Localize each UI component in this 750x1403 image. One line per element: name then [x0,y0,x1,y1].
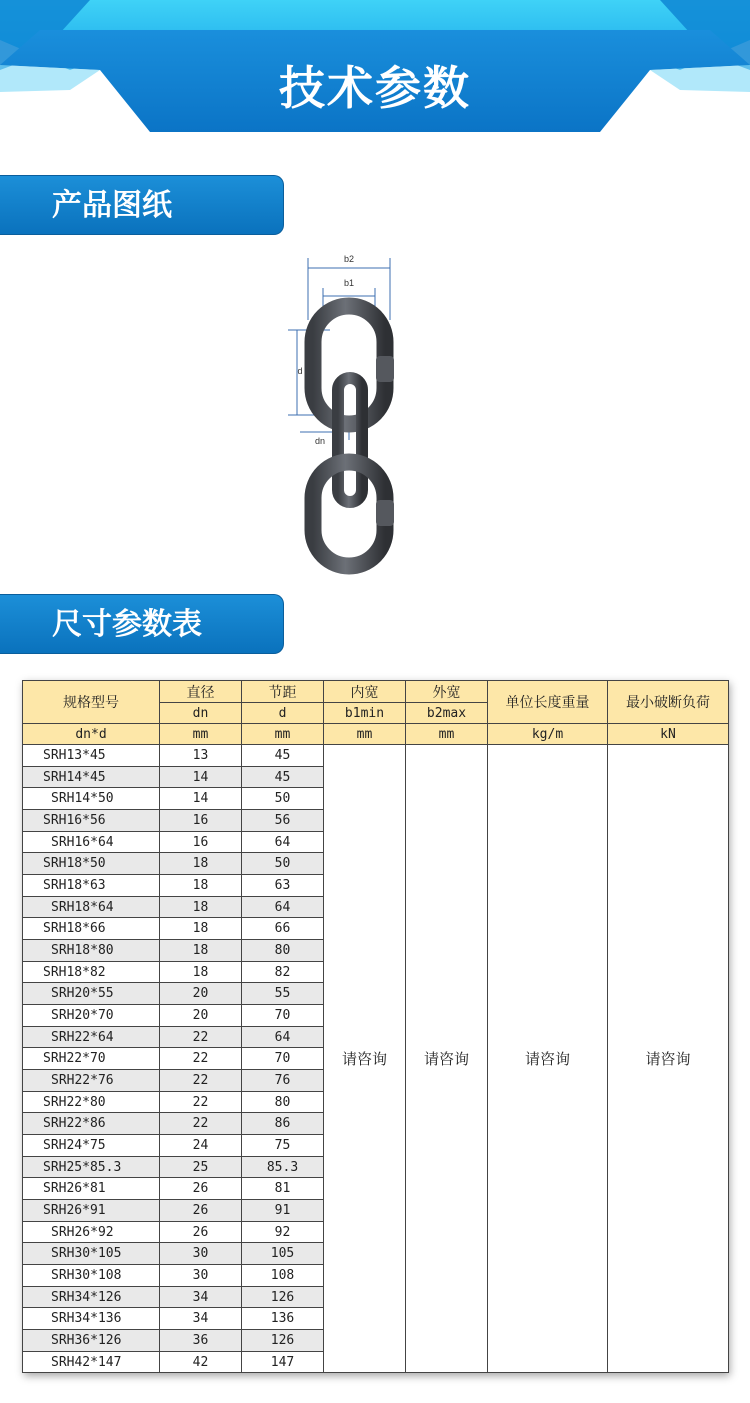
cell-diameter: 16 [160,810,242,832]
page-title: 技术参数 [279,61,471,115]
symbol-pitch: d [242,703,324,724]
symbol-outer-width: b2max [406,703,488,724]
cell-diameter: 26 [160,1178,242,1200]
cell-model: SRH14*45 [23,766,160,788]
cell-pitch: 76 [242,1070,324,1092]
chain-link-bottom [313,462,385,566]
cell-min-break-load-merged: 请咨询 [608,745,729,1373]
cell-pitch: 82 [242,961,324,983]
cell-pitch: 81 [242,1178,324,1200]
cell-pitch: 64 [242,1026,324,1048]
cell-diameter: 22 [160,1026,242,1048]
cell-model: SRH14*50 [23,788,160,810]
cell-diameter: 13 [160,745,242,767]
cell-diameter: 20 [160,983,242,1005]
unit-min-break-load: kN [608,724,729,745]
cell-model: SRH22*76 [23,1070,160,1092]
cell-pitch: 136 [242,1308,324,1330]
cell-model: SRH22*86 [23,1113,160,1135]
cell-diameter: 22 [160,1048,242,1070]
unit-inner-width: mm [324,724,406,745]
dim-label-dn: dn [314,436,326,446]
cell-model: SRH18*82 [23,961,160,983]
cell-diameter: 14 [160,788,242,810]
symbol-diameter: dn [160,703,242,724]
cell-model: SRH34*126 [23,1286,160,1308]
cell-diameter: 30 [160,1265,242,1287]
cell-diameter: 25 [160,1156,242,1178]
cell-model: SRH22*70 [23,1048,160,1070]
header-unit-weight: 单位长度重量 [488,681,608,724]
cell-pitch: 85.3 [242,1156,324,1178]
cell-pitch: 91 [242,1200,324,1222]
chain-link-diagram [260,250,440,580]
cell-pitch: 126 [242,1286,324,1308]
cell-model: SRH25*85.3 [23,1156,160,1178]
cell-diameter: 36 [160,1330,242,1352]
section-title-table: 尺寸参数表 [0,594,284,654]
cell-model: SRH20*55 [23,983,160,1005]
header-banner [0,0,750,140]
cell-outer-width-merged: 请咨询 [406,745,488,1373]
cell-model: SRH13*45 [23,745,160,767]
cell-pitch: 86 [242,1113,324,1135]
cell-pitch: 80 [242,940,324,962]
cell-pitch: 66 [242,918,324,940]
header-min-break-load: 最小破断负荷 [608,681,729,724]
cell-pitch: 80 [242,1091,324,1113]
cell-diameter: 18 [160,896,242,918]
cell-model: SRH18*80 [23,940,160,962]
unit-pitch: mm [242,724,324,745]
cell-diameter: 34 [160,1308,242,1330]
cell-pitch: 50 [242,853,324,875]
cell-diameter: 42 [160,1351,242,1373]
cell-pitch: 126 [242,1330,324,1352]
cell-pitch: 50 [242,788,324,810]
cell-model: SRH16*56 [23,810,160,832]
header-model: 规格型号 [23,681,160,724]
cell-pitch: 70 [242,1005,324,1027]
unit-diameter: mm [160,724,242,745]
cell-model: SRH20*70 [23,1005,160,1027]
dim-label-d: d [297,366,303,376]
cell-model: SRH16*64 [23,831,160,853]
cell-diameter: 26 [160,1200,242,1222]
cell-model: SRH26*81 [23,1178,160,1200]
cell-diameter: 14 [160,766,242,788]
cell-pitch: 70 [242,1048,324,1070]
cell-diameter: 18 [160,875,242,897]
dim-label-b1: b1 [343,278,355,288]
cell-model: SRH36*126 [23,1330,160,1352]
dim-label-b2: b2 [343,254,355,264]
cell-diameter: 22 [160,1113,242,1135]
cell-diameter: 18 [160,853,242,875]
table-row [23,745,729,767]
cell-diameter: 22 [160,1091,242,1113]
cell-pitch: 108 [242,1265,324,1287]
cell-model: SRH18*66 [23,918,160,940]
header-diameter: 直径 [160,681,242,703]
spec-table-container [22,680,728,1373]
cell-diameter: 30 [160,1243,242,1265]
cell-pitch: 75 [242,1135,324,1157]
chain-link-middle [338,378,362,502]
cell-pitch: 45 [242,745,324,767]
cell-diameter: 20 [160,1005,242,1027]
cell-pitch: 64 [242,831,324,853]
cell-model: SRH30*105 [23,1243,160,1265]
cell-diameter: 16 [160,831,242,853]
unit-outer-width: mm [406,724,488,745]
cell-pitch: 92 [242,1221,324,1243]
symbol-inner-width: b1min [324,703,406,724]
spec-table [22,680,729,1373]
cell-model: SRH18*63 [23,875,160,897]
cell-model: SRH26*91 [23,1200,160,1222]
section-title-drawing: 产品图纸 [0,175,284,235]
unit-model: dn*d [23,724,160,745]
cell-model: SRH22*80 [23,1091,160,1113]
unit-unit-weight: kg/m [488,724,608,745]
cell-model: SRH30*108 [23,1265,160,1287]
chain-drawing [260,250,440,580]
cell-diameter: 18 [160,961,242,983]
cell-model: SRH26*92 [23,1221,160,1243]
cell-unit-weight-merged: 请咨询 [488,745,608,1373]
link-weld-bottom [376,500,394,526]
cell-pitch: 64 [242,896,324,918]
cell-model: SRH18*50 [23,853,160,875]
cell-pitch: 63 [242,875,324,897]
header-outer-width: 外宽 [406,681,488,703]
cell-model: SRH34*136 [23,1308,160,1330]
cell-diameter: 24 [160,1135,242,1157]
cell-pitch: 55 [242,983,324,1005]
cell-model: SRH42*147 [23,1351,160,1373]
header-pitch: 节距 [242,681,324,703]
cell-inner-width-merged: 请咨询 [324,745,406,1373]
cell-diameter: 22 [160,1070,242,1092]
cell-diameter: 18 [160,940,242,962]
cell-model: SRH24*75 [23,1135,160,1157]
link-weld-top [376,356,394,382]
cell-diameter: 26 [160,1221,242,1243]
cell-model: SRH22*64 [23,1026,160,1048]
cell-pitch: 105 [242,1243,324,1265]
header-inner-width: 内宽 [324,681,406,703]
cell-pitch: 56 [242,810,324,832]
chain-link-top [313,306,385,424]
cell-pitch: 45 [242,766,324,788]
cell-model: SRH18*64 [23,896,160,918]
cell-pitch: 147 [242,1351,324,1373]
cell-diameter: 18 [160,918,242,940]
cell-diameter: 34 [160,1286,242,1308]
spec-table-body [23,745,729,1373]
